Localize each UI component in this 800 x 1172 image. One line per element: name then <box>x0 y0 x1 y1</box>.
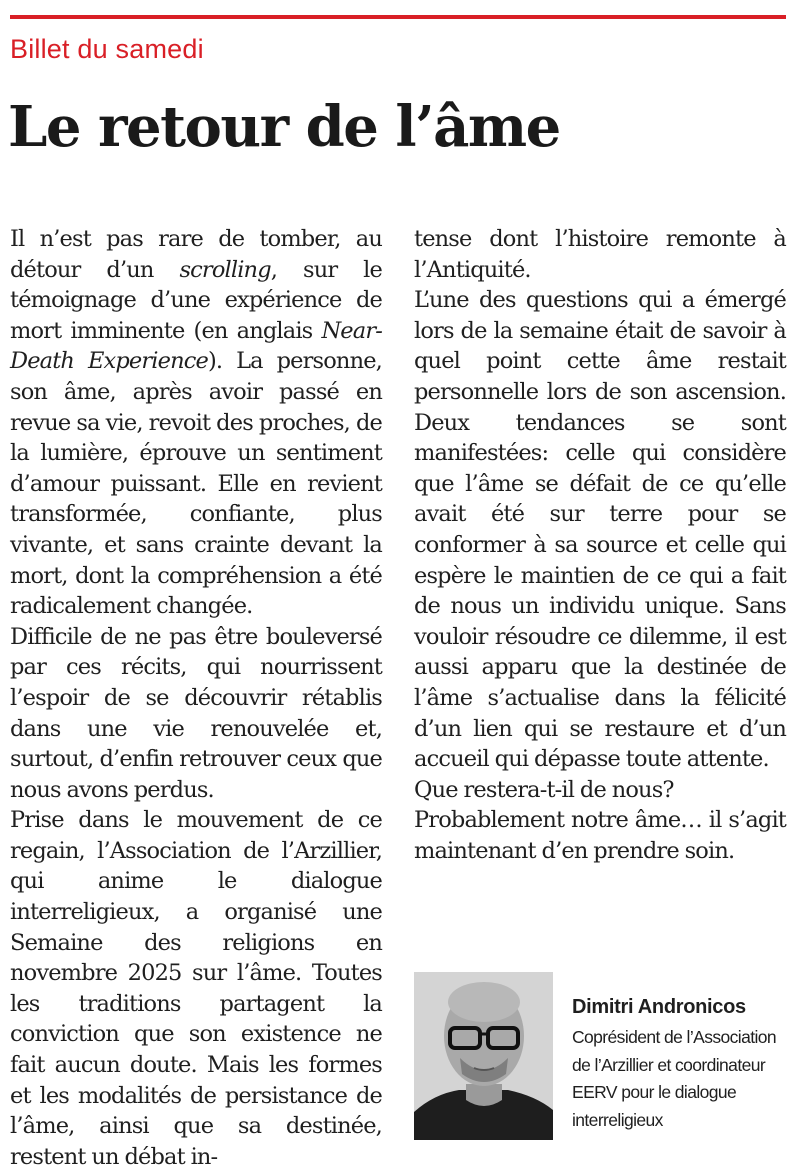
author-portrait-illustration <box>414 972 553 1140</box>
paragraph-1-text-a: Il n’est pas rare de tomber, au détour d’un <box>10 226 382 283</box>
paragraph-6: Probablement notre âme… il s’agit maintenant d’en prendre soin. <box>414 807 786 864</box>
paragraph-1-emphasis-scrolling: scrolling <box>179 256 271 283</box>
paragraph-1-text-b: , sur le témoignage d’une expérience de mort imminente (en anglais <box>10 256 382 344</box>
paragraph-1 <box>10 224 382 622</box>
paragraph-5: Que restera-t-il de nous? <box>414 776 674 803</box>
paragraph-1-text-c: ). La personne, son âme, après avoir passé en revue sa vie, revoit des proches, de la lumière, éprouve un sentiment d’amour puissant. Elle en revient transformée, confiante, plus vivante, et sans crainte devant la mort, dont la compréhension a été radicalement changée. <box>10 348 382 620</box>
paragraph-3-continued: tense dont l’histoire remonte à l’Antiquité. <box>414 226 786 283</box>
top-red-rule <box>10 15 786 19</box>
article-column-right <box>414 224 786 866</box>
article-column-left <box>10 224 382 1172</box>
paragraph-1-emphasis-nde: Near-Death Experience <box>10 317 382 375</box>
author-photo <box>414 972 553 1140</box>
article-headline: Le retour de l’âme <box>8 94 560 160</box>
author-role: Coprésident de l’Association de l’Arzillier et coordinateur EERV pour le dialogue interreligieux <box>572 1027 777 1130</box>
author-bio <box>572 994 792 1134</box>
author-name: Dimitri Andronicos <box>572 996 746 1018</box>
paragraph-4: L’une des questions qui a émergé lors de la semaine était de savoir à quel point cette âme restait personnelle lors de son ascension. Deux tendances se sont manifestées: celle qui considère que l’âme se défait de ce qu’elle avait été sur terre pour se conformer à sa source et celle qui espère le maintien de ce qui a fait de nous un individu unique. Sans vouloir résoudre ce dilemme, il est aussi apparu que la destinée de l’âme s’actualise dans la félicité d’un lien qui se restaure et d’un accueil qui dépasse toute attente. <box>414 287 786 773</box>
section-rubric: Billet du samedi <box>10 34 204 64</box>
paragraph-2: Difficile de ne pas être bouleversé par ces récits, qui nourrissent l’espoir de se découvrir rétablis dans une vie renouvelée et, surtout, d’enfin retrouver ceux que nous avons perdus. <box>10 623 382 803</box>
paragraph-3: Prise dans le mouvement de ce regain, l’Association de l’Arzillier, qui anime le dialogue interreligieux, a organisé une Semaine des religions en novembre 2025 sur l’âme. Toutes les traditions partagent la conviction que son existence ne fait aucun doute. Mais les formes et les modalités de persistance de l’âme, ainsi que sa destinée, restent un débat in- <box>10 807 382 1170</box>
